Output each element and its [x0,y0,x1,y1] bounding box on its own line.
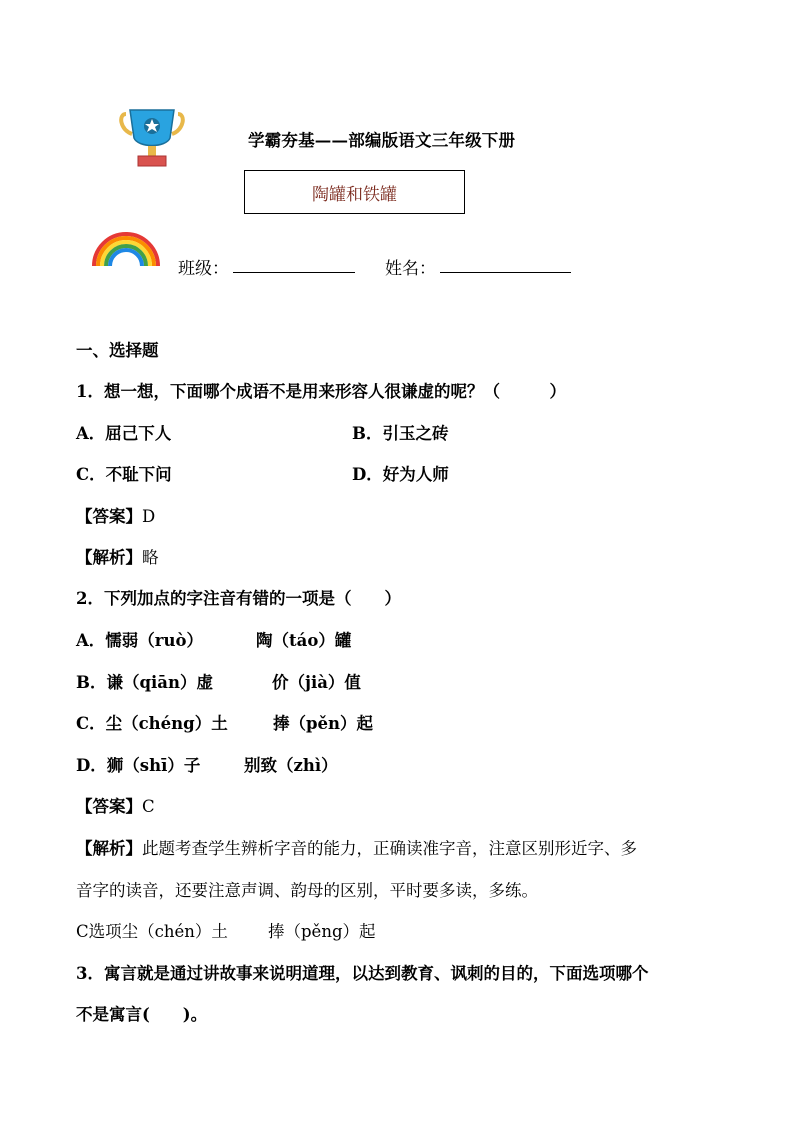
q2-analysis-line-3b: 捧（pěng）起 [268,922,376,941]
q2-analysis-line-3a: C选项尘（chén）土 [76,922,228,941]
name-label: 姓名： [385,259,436,279]
subject-box [244,170,465,214]
q2-analysis-line-2: 音字的读音，还要注意声调、韵母的区别，平时要多读，多练。 [76,881,538,900]
q1-option-b: B．引玉之砖 [352,424,449,443]
q2-option-b-2: 价（jià）值 [272,673,361,692]
q2-analysis-line-1 [76,835,637,859]
q1-option-c: C．不耻下问 [76,465,172,484]
class-input-line[interactable] [233,272,355,273]
section-heading: 一、选择题 [76,341,159,360]
answer-tag: 【答案】 [76,797,142,816]
q2-option-d-1: D．狮（shī）子 [76,756,201,775]
q2-option-a-2: 陶（táo）罐 [256,631,352,650]
q2-stem: 2．下列加点的字注音有错的一项是（ ） [76,589,401,608]
q1-answer [76,503,155,527]
analysis-tag: 【解析】 [76,839,142,858]
page-title: 学霸夯基——部编版语文三年级下册 [248,131,516,150]
q1-option-a: A．屈己下人 [76,424,172,443]
q1-option-d: D．好为人师 [352,465,449,484]
q2-answer [76,793,155,817]
q2-option-c-2: 捧（pěn）起 [273,714,374,733]
class-label: 班级： [178,259,229,279]
q1-stem: 1．想一想，下面哪个成语不是用来形容人很谦虚的呢？（ ） [76,382,566,401]
trophy-icon [118,108,186,170]
analysis-tag: 【解析】 [76,548,142,567]
lesson-title: 陶罐和铁罐 [312,184,397,205]
answer-value: D [142,507,156,526]
name-input-line[interactable] [440,272,571,273]
q2-option-d-2: 别致（zhì） [244,756,338,775]
q3-stem-line-2: 不是寓言( )。 [76,1005,208,1024]
q2-option-b-1: B．谦（qiān）虚 [76,673,213,692]
answer-tag: 【答案】 [76,507,142,526]
analysis-text: 此题考查学生辨析字音的能力，正确读准字音，注意区别形近字、多 [142,839,637,858]
answer-value: C [142,797,155,816]
q2-option-c-1: C．尘（chéng）土 [76,714,228,733]
analysis-text: 略 [142,548,159,567]
q1-analysis [76,544,159,568]
q2-option-a-1: A．懦弱（ruò） [76,631,203,650]
q3-stem-line-1: 3．寓言就是通过讲故事来说明道理，以达到教育、讽刺的目的，下面选项哪个 [76,964,649,983]
rainbow-icon [90,228,162,268]
